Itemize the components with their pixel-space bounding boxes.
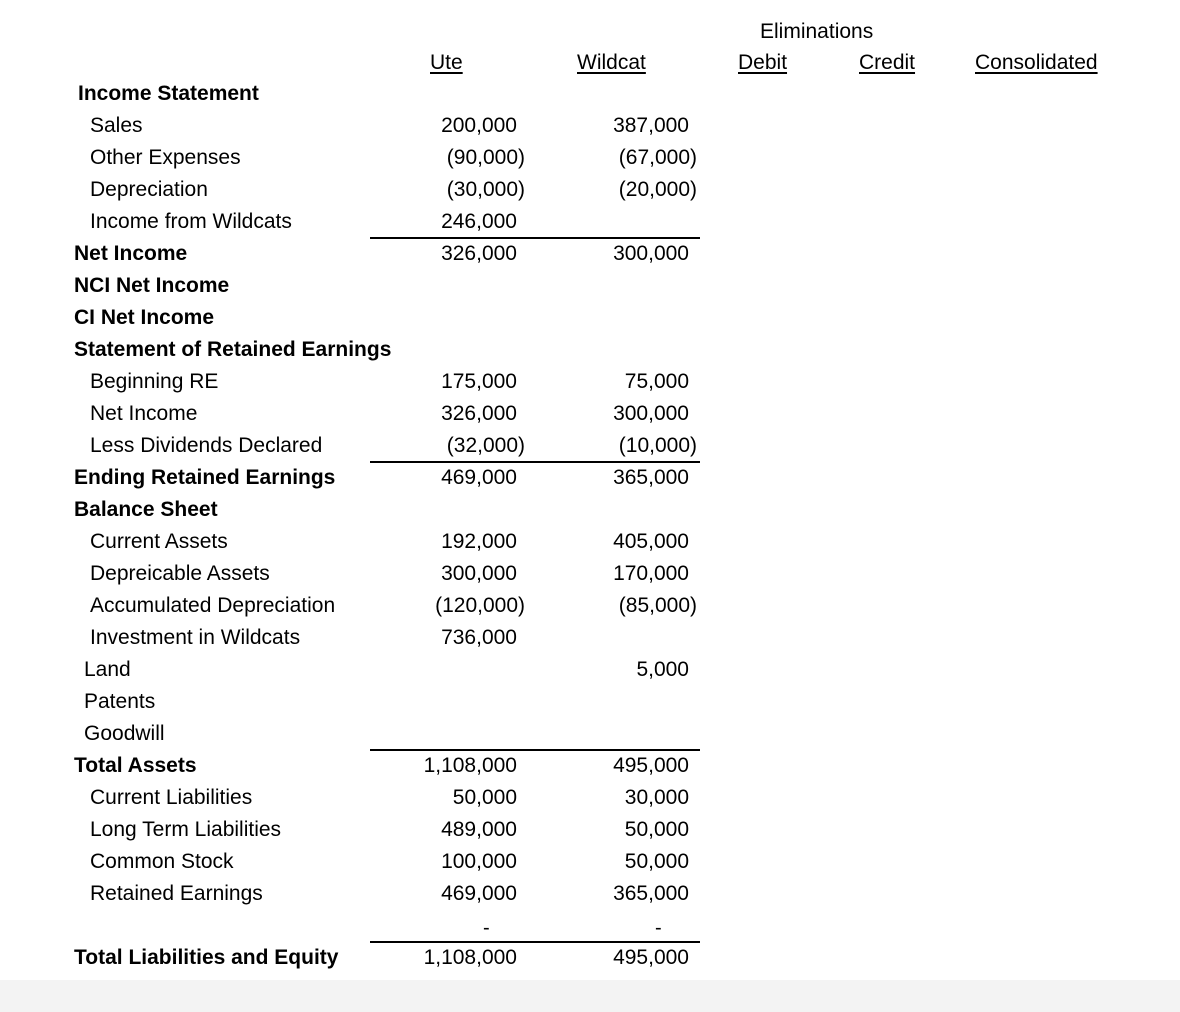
table-row [0,782,1180,814]
section-heading: Income Statement [78,82,259,105]
row-label: Land [84,658,131,681]
row-label: Total Assets [74,754,197,777]
wildcat-column-header: Wildcat [577,51,646,74]
ute-value: (32,000) [446,434,525,457]
ute-value: 1,108,000 [423,946,517,969]
wildcat-value: (85,000) [618,594,697,617]
table-row [0,622,1180,654]
bottom-margin [0,980,1180,1012]
row-label: NCI Net Income [74,274,230,297]
table-row [0,366,1180,398]
wildcat-value: 50,000 [624,818,689,841]
row-label: Total Liabilities and Equity [74,946,339,969]
wildcat-value: 365,000 [613,466,689,489]
wildcat-value: 5,000 [636,658,689,681]
ute-column-header: Ute [430,51,463,74]
table-row [0,718,1180,750]
table-row [0,654,1180,686]
section-heading: Balance Sheet [74,498,218,521]
ute-value: 192,000 [441,530,517,553]
row-label: Other Expenses [90,146,241,169]
table-row [0,398,1180,430]
wildcat-value: 495,000 [613,754,689,777]
row-label: Sales [90,114,143,137]
wildcat-value: (20,000) [618,178,697,201]
table-row [0,462,1180,494]
ute-value: 50,000 [452,786,517,809]
wildcat-value: - [655,917,662,939]
wildcat-value: 170,000 [613,562,689,585]
ute-value: 100,000 [441,850,517,873]
table-row [0,686,1180,718]
table-row [0,238,1180,270]
consolidated-column-header: Consolidated [975,51,1098,74]
wildcat-value: 300,000 [613,402,689,425]
row-label: Investment in Wildcats [90,626,301,649]
ute-value: 326,000 [441,402,517,425]
ute-value: 469,000 [441,466,517,489]
table-row [0,302,1180,334]
ute-value: 326,000 [441,242,517,265]
table-row [0,206,1180,238]
row-label: Depreciation [90,178,208,201]
table-row [0,270,1180,302]
wildcat-value: (67,000) [618,146,697,169]
row-label: Patents [84,690,156,713]
row-label: Depreicable Assets [90,562,270,585]
table-row [0,590,1180,622]
table-row [0,430,1180,462]
ute-value: - [483,917,490,939]
wildcat-value: 365,000 [613,882,689,905]
wildcat-value: (10,000) [618,434,697,457]
row-label: Common Stock [90,850,234,873]
ute-value: 489,000 [441,818,517,841]
wildcat-value: 387,000 [613,114,689,137]
table-row [0,174,1180,206]
table-row [0,558,1180,590]
wildcat-value: 50,000 [624,850,689,873]
row-label: Retained Earnings [90,882,263,905]
table-row [0,142,1180,174]
wildcat-value: 300,000 [613,242,689,265]
table-row [0,526,1180,558]
table-row [0,334,1180,366]
ute-value: 736,000 [441,626,517,649]
ute-value: 469,000 [441,882,517,905]
ute-value: 300,000 [441,562,517,585]
wildcat-value: 495,000 [613,946,689,969]
eliminations-header: Eliminations [760,20,874,43]
row-label: Current Liabilities [90,786,253,809]
table-row [0,942,1180,974]
row-label: Long Term Liabilities [90,818,282,841]
row-label: Net Income [90,402,198,425]
row-label: Current Assets [90,530,228,553]
row-label: Goodwill [84,722,165,745]
row-label: CI Net Income [74,306,215,329]
ute-value: 246,000 [441,210,517,233]
table-row [0,878,1180,910]
section-heading: Statement of Retained Earnings [74,338,392,361]
ute-value: 1,108,000 [423,754,517,777]
credit-column-header: Credit [859,51,916,74]
table-row [0,912,1180,944]
table-row [0,78,1180,110]
wildcat-value: 405,000 [613,530,689,553]
table-row [0,846,1180,878]
ute-value: 175,000 [441,370,517,393]
row-label: Ending Retained Earnings [74,466,336,489]
table-row [0,814,1180,846]
ute-value: (30,000) [446,178,525,201]
table-row [0,750,1180,782]
ute-value: (90,000) [446,146,525,169]
ute-value: (120,000) [435,594,525,617]
table-row [0,494,1180,526]
wildcat-value: 30,000 [624,786,689,809]
wildcat-value: 75,000 [624,370,689,393]
row-label: Accumulated Depreciation [90,594,336,617]
ute-value: 200,000 [441,114,517,137]
table-row [0,110,1180,142]
debit-column-header: Debit [738,51,788,74]
row-label: Beginning RE [90,370,219,393]
row-label: Net Income [74,242,188,265]
row-label: Less Dividends Declared [90,434,323,457]
row-label: Income from Wildcats [90,210,292,233]
